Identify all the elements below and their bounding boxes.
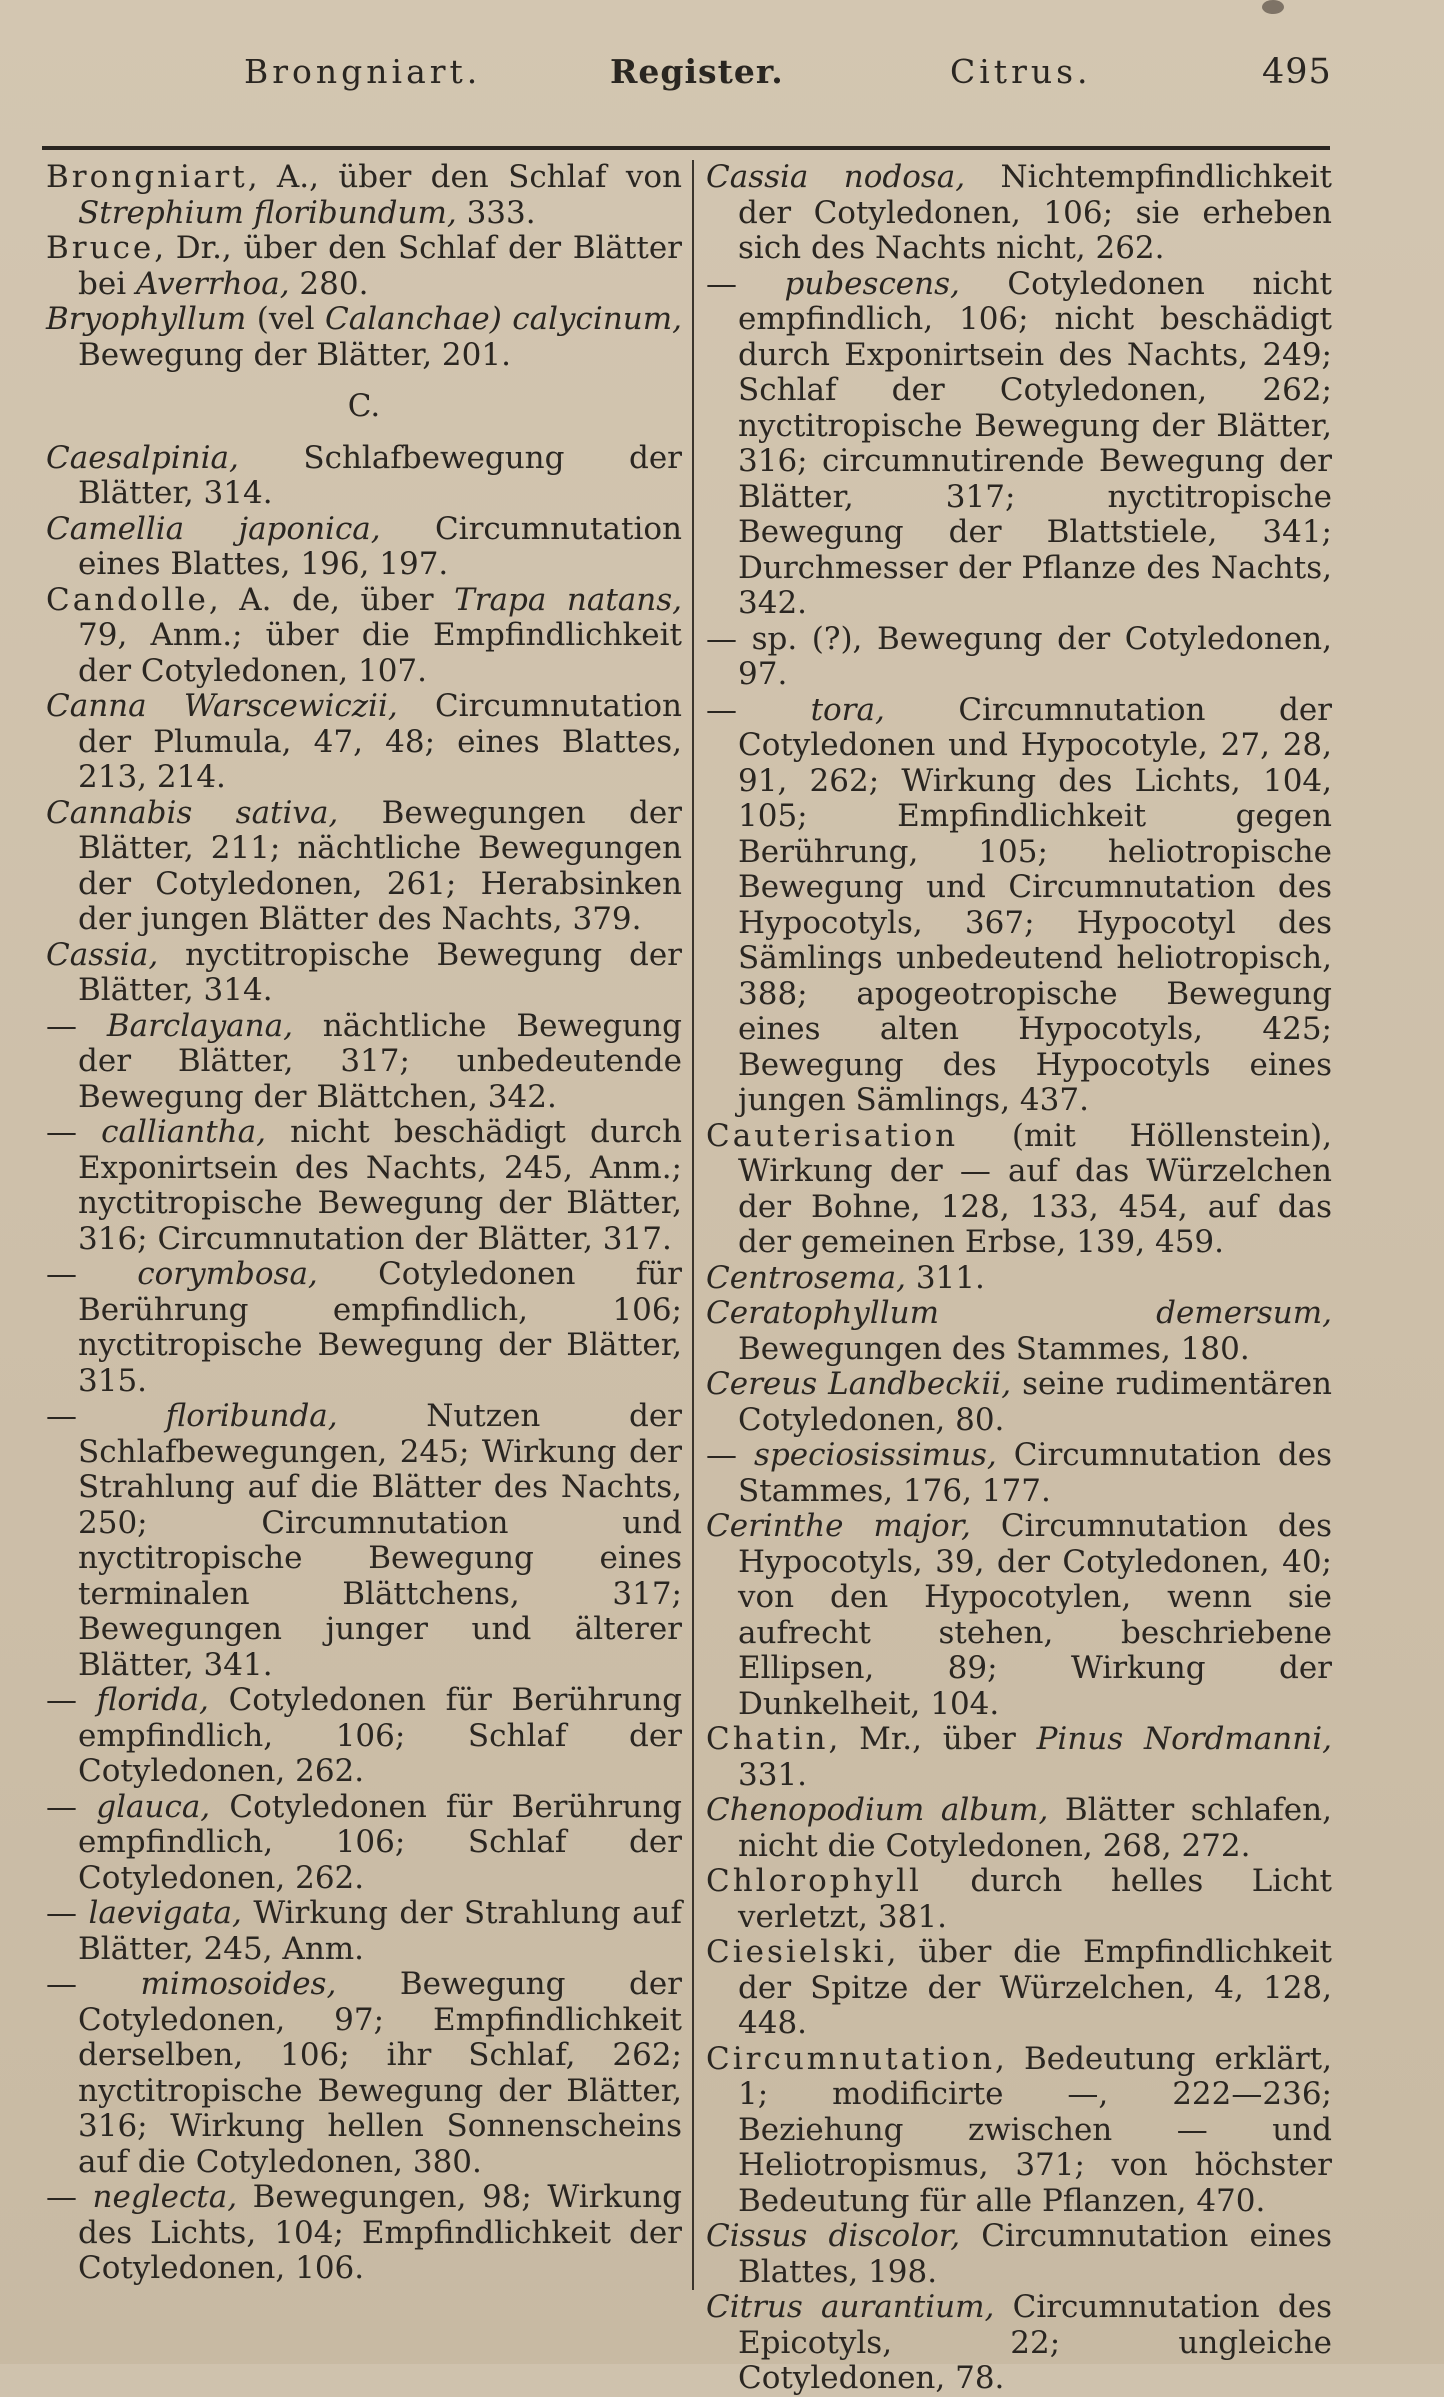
index-entry: [706, 2290, 1332, 2397]
entry-headword: Barclayana,: [106, 1007, 293, 1044]
ditto-dash: —: [706, 265, 785, 302]
entry-text: Blätter schlafen, nicht die Cotyledonen, 268, 272.: [738, 1792, 1332, 1864]
index-entry: [706, 1296, 1332, 1367]
entry-text: Nichtempfindlichkeit der Cotyledonen, 106; sie erheben sich des Nachts nicht, 262.: [738, 159, 1332, 266]
header-right: Citrus.: [950, 52, 1092, 91]
entry-text: , Dr., über den Schlaf der Blätter bei: [78, 230, 682, 302]
entry-headword: mimosoides,: [140, 1966, 337, 2002]
entry-headword: Chlorophyll: [706, 1863, 922, 1899]
entry-text: Bewegungen des Stammes, 180.: [738, 1330, 1250, 1367]
entry-text-rest: 333.: [456, 194, 536, 231]
entry-headword: Bruce: [46, 230, 155, 266]
index-entry: [46, 512, 682, 583]
entry-headword: florida,: [96, 1682, 209, 1718]
entry-text: Wirkung der Strahlung auf Blätter, 245, Anm.: [78, 1895, 683, 1967]
entry-text: Circumnutation des Hypocotyls, 39, der Cotyledonen, 40; von den Hypocotylen, wenn sie aufrecht stehen, beschriebene Ellipsen, 89; Wirkung der Dunkelheit, 104.: [738, 1508, 1332, 1722]
entry-headword: Centrosema,: [706, 1259, 906, 1296]
entry-headword: Cerinthe major,: [706, 1508, 971, 1544]
entry-text: Circumnutation des Epicotyls, 22; ungleiche Cotyledonen, 78.: [738, 2289, 1332, 2396]
entry-text: nicht beschädigt durch Exponirtsein des Nachts, 245, Anm.; nyctitropische Bewegung der Blätter, 316; Circumnutation der Blätter, 317.: [78, 1114, 682, 1257]
index-entry: [706, 1438, 1332, 1509]
ink-smudge: [1262, 0, 1284, 14]
entry-headword: neglecta,: [92, 2179, 238, 2215]
entry-headword: Ceratophyllum demersum,: [706, 1295, 1332, 1331]
index-entry: [46, 441, 682, 512]
index-entry: [46, 1790, 682, 1897]
header-center: Register.: [610, 52, 784, 91]
index-entry: [46, 689, 682, 796]
entry-text: Nutzen der Schlafbewegungen, 245; Wirkung der Strahlung auf die Blätter des Nachts, 250; Circumnutation und nyctitropische Bewegung eines terminalen Blättchens, 317; Bewegungen junger und älterer Blätter, 341.: [78, 1398, 682, 1683]
index-entry: [706, 1119, 1332, 1261]
index-entry: [46, 1967, 682, 2180]
entry-text: Cotyledonen für Berührung empfindlich, 106; Schlaf der Cotyledonen, 262.: [78, 1788, 683, 1896]
header-rule: [42, 146, 1330, 150]
page-number: 495: [1262, 52, 1332, 92]
entry-headword: Bryophyllum: [46, 301, 247, 337]
ditto-dash: —: [46, 1114, 102, 1150]
ditto-dash: —: [46, 1895, 89, 1931]
entry-headword: Candolle: [46, 581, 209, 618]
running-header: [0, 52, 1444, 102]
index-entry: [46, 231, 682, 302]
ditto-dash: —: [46, 1966, 141, 2002]
entry-headword: pubescens,: [784, 265, 960, 302]
entry-text: Cotyledonen für Berührung empfindlich, 106; nyctitropische Bewegung der Blätter, 315.: [78, 1256, 682, 1399]
entry-headword: Cassia nodosa,: [706, 159, 966, 195]
entry-headword: speciosissimus,: [754, 1437, 997, 1473]
index-entry: [46, 1257, 682, 1399]
index-entry: [706, 2219, 1332, 2290]
entry-headword: Chenopodium album,: [706, 1792, 1049, 1828]
index-entry: [706, 1793, 1332, 1864]
column-divider: [692, 160, 694, 2290]
entry-headword: Canna Warscewiczii,: [46, 688, 398, 724]
index-entry: [46, 1115, 682, 1257]
index-entry: [706, 1935, 1332, 2042]
entry-text: Bewegungen, 98; Wirkung des Lichts, 104; Empfindlichkeit der Cotyledonen, 106.: [78, 2179, 682, 2286]
entry-text: , A., über den Schlaf von: [247, 159, 682, 195]
entry-text-rest: Bewegung der Blätter, 201.: [78, 336, 511, 373]
header-left: Brongniart.: [244, 52, 482, 91]
entry-text: Bewegungen der Blätter, 211; nächtliche Bewegungen der Cotyledonen, 261; Herabsinken der jungen Blätter des Nachts, 379.: [78, 794, 682, 937]
ditto-dash: —: [46, 1256, 138, 1292]
entry-text: 311.: [905, 1259, 985, 1296]
entry-text: (vel: [246, 301, 326, 337]
ditto-dash: —: [706, 620, 752, 657]
index-entry: [46, 1399, 682, 1683]
entry-text: nächtliche Bewegung der Blätter, 317; unbedeutende Bewegung der Blättchen, 342.: [78, 1007, 682, 1115]
entry-headword: floribunda,: [165, 1398, 338, 1434]
ditto-dash: —: [46, 1682, 97, 1718]
index-entry: [46, 1009, 682, 1116]
index-entry: [706, 693, 1332, 1119]
entry-text: sp. (?), Bewegung der Cotyledonen, 97.: [738, 620, 1333, 692]
index-entry: [46, 583, 682, 690]
index-entry: [706, 1509, 1332, 1722]
index-entry: [46, 160, 682, 231]
ditto-dash: —: [46, 1398, 166, 1434]
entry-headword: tora,: [810, 691, 885, 728]
entry-italic-term: Calanchae) calycinum,: [325, 301, 682, 337]
entry-italic-term: Trapa natans,: [454, 581, 683, 618]
entry-headword: Brongniart: [46, 159, 248, 195]
entry-text: , A. de, über: [208, 581, 455, 618]
entry-text: Circumnutation der Plumula, 47, 48; eines Blattes, 213, 214.: [78, 688, 682, 795]
entry-text: Circumnutation eines Blattes, 196, 197.: [78, 510, 683, 582]
entry-headword: Citrus aurantium,: [706, 2289, 995, 2325]
entry-text: Cotyledonen für Berührung empfindlich, 106; Schlaf der Cotyledonen, 262.: [78, 1682, 682, 1789]
entry-text: Circumnutation der Cotyledonen und Hypocotyle, 27, 28, 91, 262; Wirkung des Lichts, 104, 105; Empfindlichkeit gegen Berührung, 105; heliotropische Bewegung und Circumnutation des Hypocotyls, 367; Hypocotyl des Sämlings unbedeutend heliotropisch, 388; apogeotropische Bewegung eines alten Hypocotyls, 425; Bewegung des Hypocotyls eines jungen Sämlings, 437.: [738, 691, 1333, 1118]
entry-headword: laevigata,: [88, 1895, 242, 1931]
entry-text-rest: 280.: [289, 265, 369, 302]
index-entry: [706, 1367, 1332, 1438]
entry-text: Circumnutation des Stammes, 176, 177.: [738, 1437, 1332, 1509]
entry-text: Bewegung der Cotyledonen, 97; Empfindlichkeit derselben, 106; ihr Schlaf, 262; nyctitropische Bewegung der Blätter, 316; Wirkung hellen Sonnenscheins auf die Cotyledonen, 380.: [78, 1966, 682, 2180]
entry-text: , Bedeutung erklärt, 1; modificirte —, 222—236; Beziehung zwischen — und Heliotropismus, 371; von höchster Bedeutung für alle Pflanzen, 470.: [738, 2040, 1332, 2219]
entry-headword: Camellia japonica,: [46, 510, 381, 547]
entry-headword: Cissus discolor,: [706, 2218, 961, 2254]
entry-headword: Caesalpinia,: [46, 439, 239, 476]
entry-headword: glauca,: [96, 1788, 211, 1825]
index-entry: [706, 1261, 1332, 1297]
index-column-left: [46, 160, 682, 2287]
entry-text-rest: 79, Anm.; über die Empfindlichkeit der Cotyledonen, 107.: [78, 617, 682, 689]
entry-headword: corymbosa,: [137, 1256, 318, 1292]
ditto-dash: —: [46, 2179, 93, 2215]
entry-headword: Cauterisation: [706, 1117, 959, 1154]
entry-text: , Mr., über: [828, 1721, 1037, 1757]
index-entry: [706, 2042, 1332, 2220]
index-entry: [706, 1864, 1332, 1935]
index-column-right: [706, 160, 1332, 2397]
entry-italic-term: Strephium floribundum,: [78, 194, 457, 231]
section-letter: C.: [347, 388, 381, 424]
entry-headword: Circumnutation: [706, 2040, 996, 2077]
entry-text: Schlafbewegung der Blätter, 314.: [78, 439, 682, 511]
index-entry: [46, 1683, 682, 1790]
index-entry: [46, 2180, 682, 2287]
entry-text-rest: 331.: [738, 1756, 808, 1793]
entry-text: , über die Empfindlichkeit der Spitze der Würzelchen, 4, 128, 448.: [738, 1934, 1332, 2041]
entry-headword: calliantha,: [101, 1114, 266, 1150]
entry-text: nyctitropische Bewegung der Blätter, 314.: [78, 936, 682, 1008]
entry-text: Cotyledonen nicht empfindlich, 106; nicht beschädigt durch Exponirtsein des Nachts, 249; Schlaf der Cotyledonen, 262; nyctitropische Bewegung der Blätter, 316; circumnutirende Bewegung der Blätter, 317; nyctitropische Bewegung der Blattstiele, 341; Durchmesser der Pflanze des Nachts, 342.: [738, 265, 1332, 621]
entry-text: seine rudimentären Cotyledonen, 80.: [738, 1366, 1333, 1438]
entry-italic-term: Averrhoa,: [135, 265, 290, 302]
index-entry: [46, 938, 682, 1009]
index-entry: [706, 622, 1332, 693]
index-entry: [706, 160, 1332, 267]
index-entry: [706, 267, 1332, 622]
ditto-dash: —: [46, 1007, 107, 1044]
entry-headword: Cassia,: [46, 936, 159, 973]
entry-headword: Chatin: [706, 1721, 829, 1757]
entry-text: Circumnutation eines Blattes, 198.: [738, 2218, 1333, 2290]
index-entry: [46, 796, 682, 938]
index-entry: [46, 1896, 682, 1967]
entry-headword: Cannabis sativa,: [46, 794, 339, 831]
entry-italic-term: Pinus Nordmanni,: [1036, 1721, 1332, 1757]
entry-text: (mit Höllenstein), Wirkung der — auf das Würzelchen der Bohne, 128, 133, 454, auf das der gemeinen Erbse, 139, 459.: [738, 1117, 1332, 1260]
ditto-dash: —: [46, 1788, 97, 1825]
index-entry: [46, 302, 682, 373]
entry-headword: Cereus Landbeckii,: [706, 1366, 1012, 1402]
entry-text: durch helles Licht verletzt, 381.: [738, 1863, 1332, 1935]
ditto-dash: —: [706, 691, 811, 728]
entry-headword: Ciesielski: [706, 1934, 887, 1970]
ditto-dash: —: [706, 1437, 755, 1473]
index-entry: [706, 1722, 1332, 1793]
